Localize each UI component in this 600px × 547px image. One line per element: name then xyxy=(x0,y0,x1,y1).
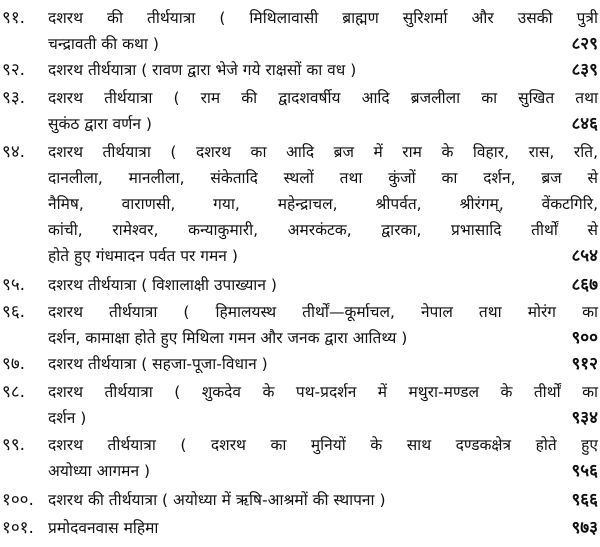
page-number: ८३९ xyxy=(571,60,598,80)
entry-number: ९४. xyxy=(2,142,26,162)
entry-title-line: दशरथ तीर्थयात्रा ( दशरथ का आदि ब्रज में राम के विहार, रास, रति, xyxy=(48,143,598,161)
toc-entry xyxy=(0,302,600,348)
entry-title-line: दर्शन ) xyxy=(48,409,87,427)
entry-title-line: होते हुए गंधमादन पर्वत पर गमन ) xyxy=(48,247,238,265)
entry-number: ९६. xyxy=(2,302,26,322)
entry-title-line: दशरथ तीर्थयात्रा ( हिमालयस्थ तीर्थों—कूर्माचल, नेपाल तथा मोरंग का xyxy=(48,303,598,321)
entry-title-line: दानलीला, मानलीला, संकेतादि स्थलों तथा कुंजों का दर्शन, ब्रज से xyxy=(48,169,598,187)
entry-number: ९९. xyxy=(2,435,26,455)
entry-title-line: दर्शन, कामाक्षा होते हुए मिथिला गमन और जनक द्वारा आतिथ्य ) xyxy=(48,329,408,347)
page-number: ८२९ xyxy=(571,34,598,54)
toc-entry xyxy=(0,142,600,268)
toc-entry xyxy=(0,490,600,510)
toc-entry xyxy=(0,8,600,54)
toc-entry xyxy=(0,88,600,134)
entry-title-line: अयोध्या आगमन ) xyxy=(48,462,151,480)
entry-title-line: दशरथ तीर्थयात्रा ( रावण द्वारा भेजे गये राक्षसों का वध ) xyxy=(48,61,357,79)
entry-title-line: दशरथ की तीर्थयात्रा ( मिथिलावासी ब्राह्मण सुरिशर्मा और उसकी पुत्री xyxy=(48,9,598,27)
page-number: ९३४ xyxy=(571,408,598,428)
entry-title-line: सुकंठ द्वारा वर्णन ) xyxy=(48,115,152,133)
entry-number: १०१. xyxy=(2,518,34,538)
toc-entry xyxy=(0,382,600,428)
toc-entry xyxy=(0,354,600,374)
entry-title-line: दशरथ तीर्थयात्रा ( सहजा-पूजा-विधान ) xyxy=(48,355,268,373)
entry-number: ९७. xyxy=(2,354,26,374)
entry-title-line: कांची, रामेश्वर, कन्याकुमारी, अमरकंटक, द्वारका, प्रभासादि तीर्थों से xyxy=(48,221,598,239)
entry-title-line: दशरथ तीर्थयात्रा ( दशरथ का मुनियों के साथ दण्डकक्षेत्र होते हुए xyxy=(48,436,598,454)
entry-title-line: चन्द्रावती की कथा ) xyxy=(48,35,159,53)
entry-number: ९८. xyxy=(2,382,26,402)
entry-number: १००. xyxy=(2,490,34,510)
entry-number: ९५. xyxy=(2,275,26,295)
entry-title-line: दशरथ तीर्थयात्रा ( शुकदेव के पथ-प्रदर्शन में मथुरा-मण्डल के तीर्थों का xyxy=(48,383,598,401)
page-number: ८५४ xyxy=(571,246,598,266)
entry-number: ९३. xyxy=(2,88,26,108)
page-number: ९०० xyxy=(571,328,598,348)
page-number: ९६६ xyxy=(571,490,598,510)
entry-number: ९१. xyxy=(2,8,26,28)
entry-title-line: दशरथ की तीर्थयात्रा ( अयोध्या में ऋषि-आश्रमों की स्थापना ) xyxy=(48,491,386,509)
entry-title-line: प्रमोदवनवास महिमा xyxy=(48,519,159,537)
toc-entry xyxy=(0,60,600,80)
page-number: ९१२ xyxy=(571,354,598,374)
entry-title-line: दशरथ तीर्थयात्रा ( विशालाक्षी उपाख्यान ) xyxy=(48,276,277,294)
toc-entry xyxy=(0,275,600,295)
page-number: ८४६ xyxy=(571,114,598,134)
entry-title-line: दशरथ तीर्थयात्रा ( राम की द्वादशवर्षीय आदि ब्रजलीला का सुखित तथा xyxy=(48,89,598,107)
entry-number: ९२. xyxy=(2,60,26,80)
page-number: ९५६ xyxy=(571,461,598,481)
page-number: ९७३ xyxy=(571,518,598,538)
toc-entry xyxy=(0,518,600,538)
toc-entry xyxy=(0,435,600,481)
page-number: ८६७ xyxy=(571,275,598,295)
entry-title-line: नैमिष, वाराणसी, गया, महेन्द्राचल, श्रीपर्वत, श्रीरंगम्, वेंकटगिरि, xyxy=(48,195,598,213)
